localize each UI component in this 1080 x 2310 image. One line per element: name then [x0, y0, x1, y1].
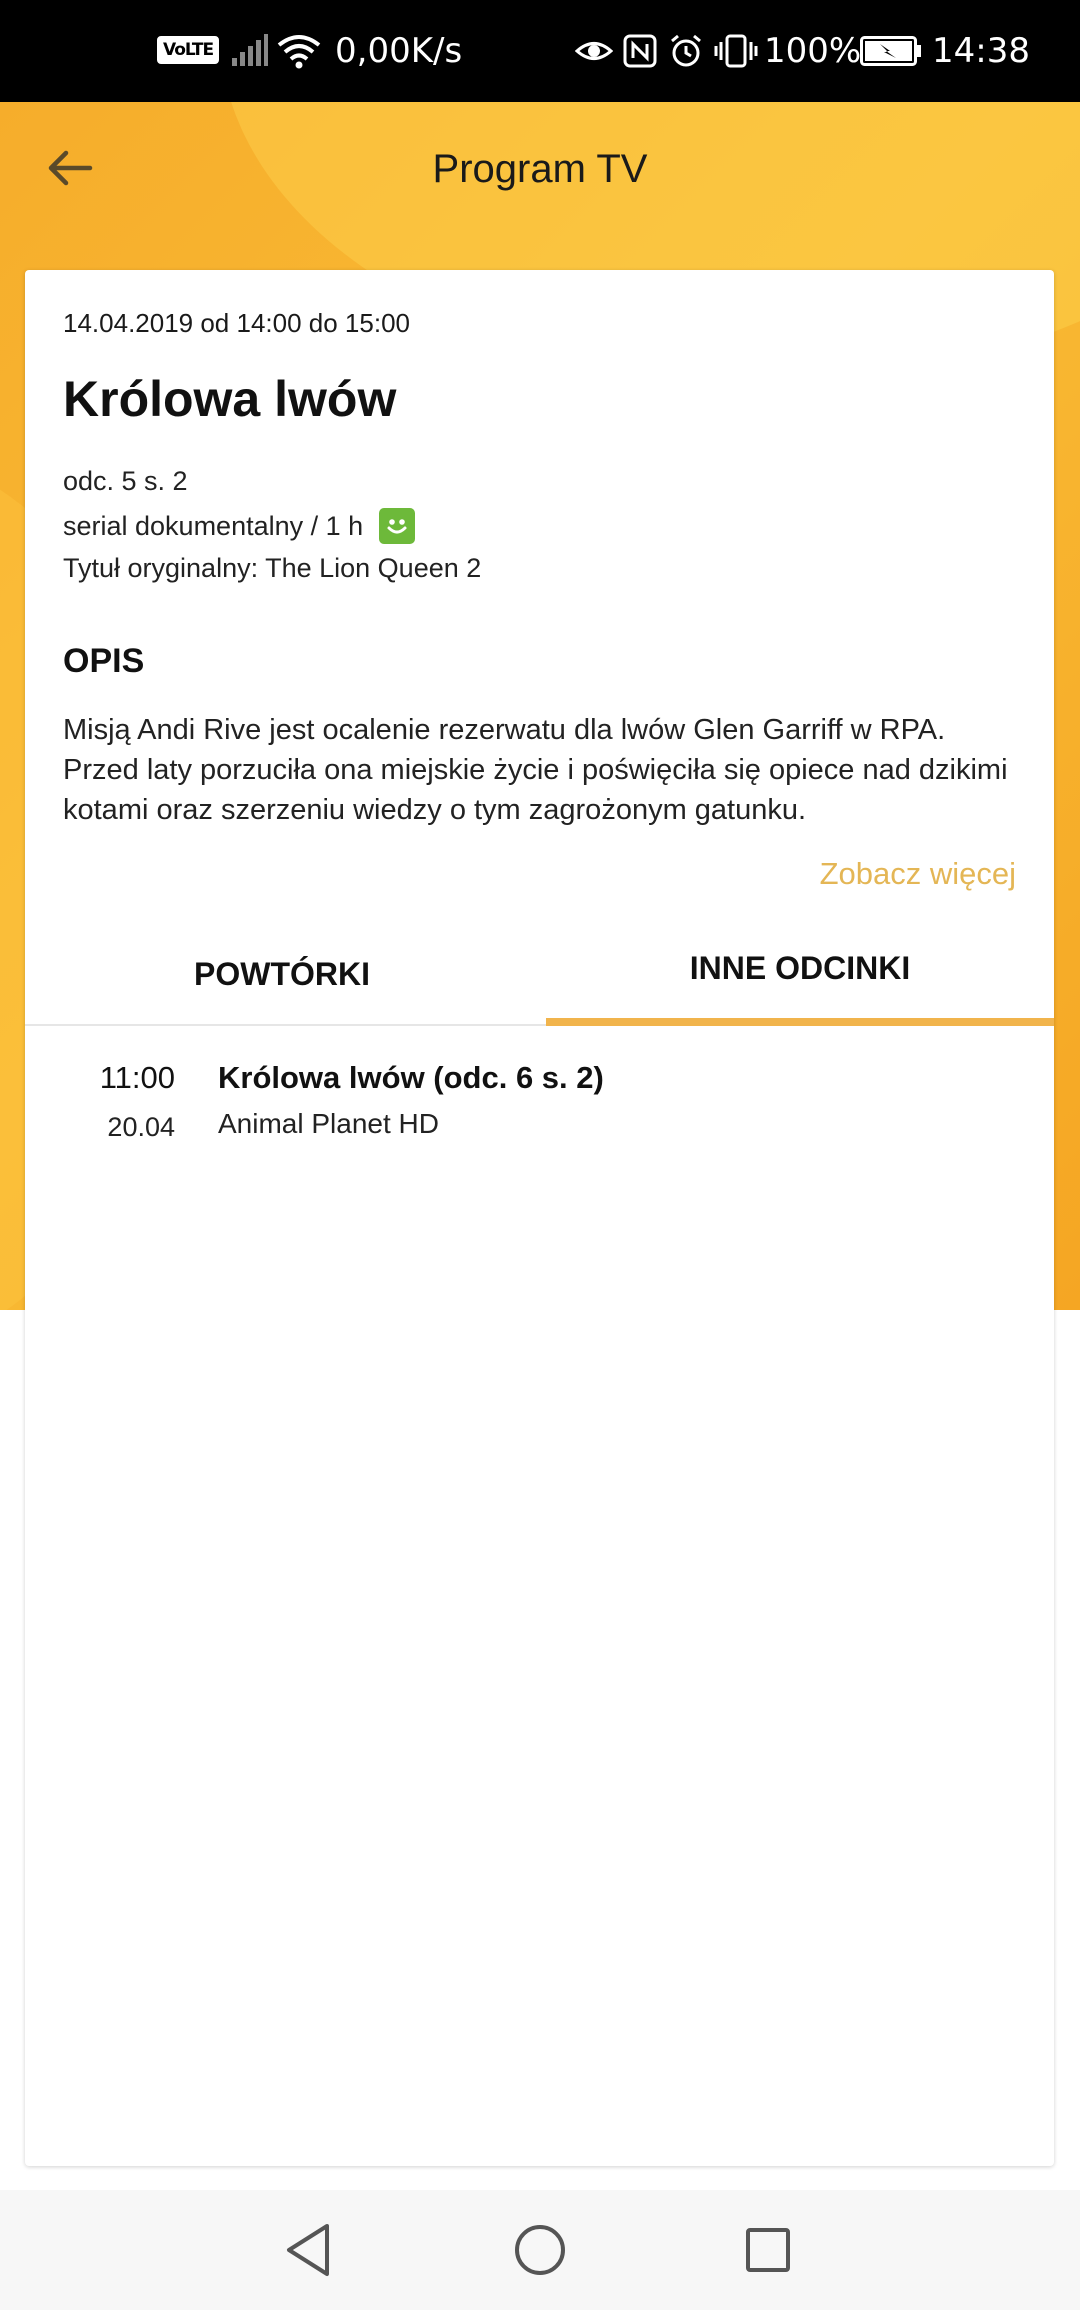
description-heading: OPIS	[63, 642, 145, 680]
program-title: Królowa lwów	[63, 371, 397, 427]
genre-text: serial dokumentalny / 1 h	[63, 510, 364, 541]
episode-channel: Animal Planet HD	[218, 1108, 439, 1139]
alarm-icon	[668, 0, 704, 102]
see-more-link[interactable]: Zobacz więcej	[819, 856, 1016, 891]
episode-info: odc. 5 s. 2	[63, 466, 188, 496]
tab-other-episodes[interactable]: INNE ODCINKI	[689, 949, 911, 986]
smiley-face-icon	[379, 508, 415, 544]
page-title: Program TV	[432, 147, 648, 191]
tab-repeats[interactable]: POWTÓRKI	[194, 955, 370, 992]
list-item[interactable]	[25, 1060, 1054, 1160]
battery-percentage: 100%	[764, 31, 862, 71]
back-triangle-icon[interactable]	[273, 2215, 343, 2285]
nfc-icon	[623, 0, 657, 102]
episode-time: 11:00	[99, 1060, 175, 1095]
volte-indicator: VoLTE	[157, 36, 219, 64]
episode-title: Królowa lwów (odc. 6 s. 2)	[218, 1060, 604, 1095]
signal-icon	[232, 0, 268, 102]
status-bar	[0, 0, 1080, 102]
app-bar	[0, 102, 1080, 237]
home-circle-icon[interactable]	[505, 2215, 575, 2285]
battery-charging-icon	[860, 0, 922, 102]
program-details-card	[25, 270, 1054, 2166]
system-nav-bar	[0, 2190, 1080, 2310]
active-tab-indicator	[546, 1018, 1054, 1026]
eye-icon	[575, 0, 613, 102]
clock: 14:38	[932, 31, 1030, 71]
recents-square-icon[interactable]	[733, 2215, 803, 2285]
network-speed: 0,00K/s	[335, 31, 463, 71]
vibrate-icon	[714, 0, 758, 102]
episode-date: 20.04	[107, 1112, 175, 1142]
wifi-icon	[276, 0, 322, 102]
original-title: Tytuł oryginalny: The Lion Queen 2	[63, 553, 482, 583]
description-text: Misją Andi Rive jest ocalenie rezerwatu dla lwów Glen Garriff w RPA. Przed laty porzuciła ona miejskie życie i poświęciła się opiece nad dzikimi kotami oraz szerzeniu wiedzy o tym zagrożonym gatunku.	[63, 714, 1008, 826]
tab-bar	[25, 910, 1054, 1026]
genre-info	[63, 508, 415, 544]
air-time: 14.04.2019 od 14:00 do 15:00	[63, 308, 410, 338]
